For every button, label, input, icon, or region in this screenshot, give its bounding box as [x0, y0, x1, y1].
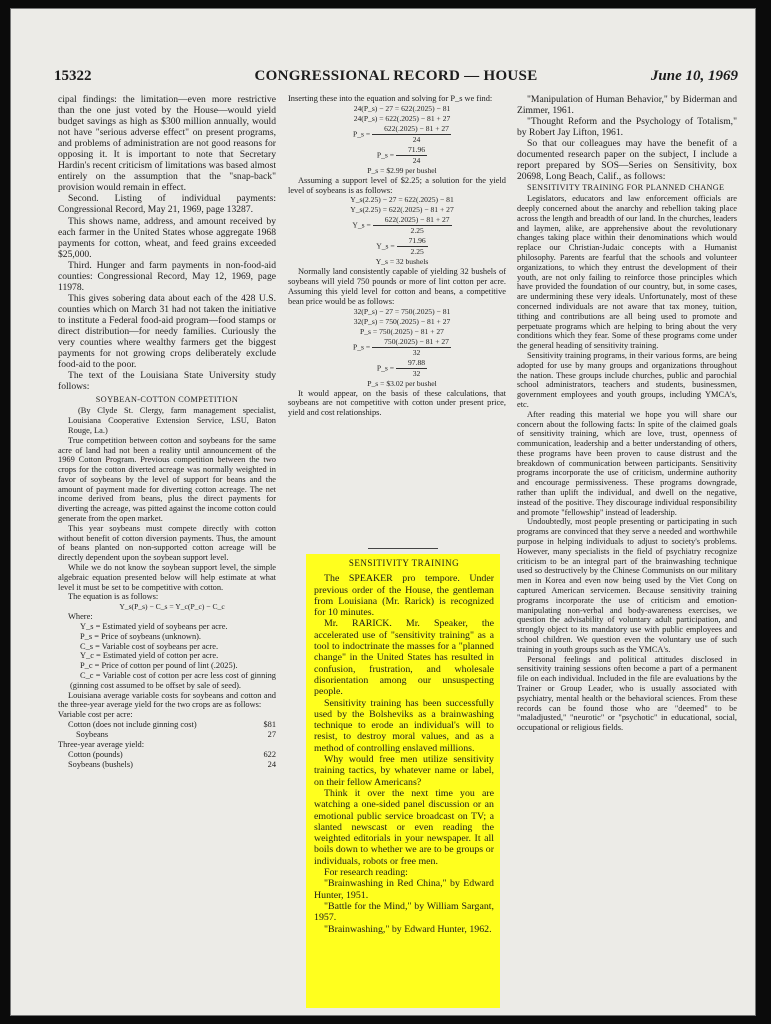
paragraph: It would appear, on the basis of these calculations, that soybeans are not competitive with cotton under present price, yield and cost relationships.: [288, 388, 506, 418]
table-heading: Three-year average yield:: [58, 740, 145, 750]
equation-fraction: [288, 236, 506, 257]
table-value: 622: [263, 750, 276, 760]
column-2: [288, 94, 506, 418]
table-row: [58, 720, 276, 730]
equation: 24(P_s) − 27 = 622(.2025) − 81: [353, 103, 451, 113]
equation-fraction: [288, 337, 506, 358]
numerator: 71.96: [396, 145, 427, 156]
paragraph: This year soybeans must compete directly with cotton without benefit of cotton diversion payments. Thus, the amount of beans planted on non-supported cotton acreage will be directly dependent upon the soybean support level.: [58, 523, 276, 563]
table-row: [58, 760, 276, 770]
equation-fraction: [288, 124, 506, 145]
reference: "Manipulation of Human Behavior," by Biderman and Zimmer, 1961.: [517, 94, 737, 117]
paragraph: Normally land consistently capable of yielding 32 bushels of soybeans will yield 750 pounds or more of lint cotton per acre. Assuming this yield level for cotton and beans, a competitive bean price would be as follows:: [288, 267, 506, 306]
highlighted-section: [306, 554, 500, 1008]
paragraph: This gives sobering data about each of the 428 U.S. counties which on March 31 had not taken the initiative to institute a Federal food-aid program—food stamps or direct distribution—for needy families. Curiously the very counties where wealthy farmers get the biggest payments for not growing crops deliberately exclude food-aid to the poor.: [58, 292, 276, 371]
paragraph: Personal feelings and political attitudes disclosed in sensitivity training sessions often become a part of a permanent file on each individual. Included in the file are evaluations by the Trainer or Group Leader, who is usually associated with psychiatry, mental health or the behavioral sciences. From these records can be found those who are "deemed" to be "maladjusted," "neurotic" or "psychotic" in educational, social, occupational or religious fields.: [517, 654, 737, 733]
paragraph: Why would free men utilize sensitivity training tactics, by whatever name or label, on their fellow Americans?: [314, 754, 494, 788]
numerator: 71.96: [397, 236, 428, 247]
equation-fraction: [288, 145, 506, 166]
paragraph: Louisiana average variable costs for soybeans and cotton and the three-year average yield for the two crops are as follows:: [58, 690, 276, 710]
paragraph: Third. Hunger and farm payments in non-food-aid counties: Congressional Record, May 12, 1969, page 11978.: [58, 259, 276, 293]
table-value: 27: [267, 730, 276, 740]
denominator: 2.25: [410, 226, 424, 236]
record-page: [10, 8, 756, 1016]
reference: "Thought Reform and the Psychology of Totalism," by Robert Jay Lifton, 1961.: [517, 116, 737, 139]
paragraph: Mr. RARICK. Mr. Speaker, the accelerated use of "sensitivity training" as a tool to indoctrinate the masses for a "planned change" in the United States has resulted in confusion, frustration, and wholesale disorientation among our unsuspecting people.: [314, 618, 494, 698]
paragraph: Sensitivity training programs, in their various forms, are being adopted for use by many groups and organizations throughout the nation. These groups include churches, public and parochial school administrators, teachers and students, businessmen, government employees and youth groups, including YMCA's, etc.: [517, 350, 737, 409]
definition: C_c = Variable cost of cotton per acre less cost of ginning (ginning cost assumed to be offset by sale of seed).: [70, 671, 276, 690]
paragraph: Second. Listing of individual payments: Congressional Record, May 21, 1969, page 13287.: [58, 193, 276, 216]
issue-date: June 10, 1969: [650, 68, 738, 84]
paragraph: Assuming a support level of $2.25; a solution for the yield level of soybeans is as follows:: [288, 175, 506, 195]
publication-title: CONGRESSIONAL RECORD — HOUSE: [254, 68, 538, 84]
equation: Y_s(2.25) − 27 = 622(.2025) − 81: [350, 195, 454, 205]
table-value: $81: [263, 720, 276, 730]
table-row: [58, 730, 276, 740]
cost-yield-table: [58, 710, 276, 770]
equation: P_s = $2.99 per bushel: [367, 165, 437, 175]
table-label: Soybeans (bushels): [68, 760, 133, 770]
equation-lhs: Y_s =: [376, 241, 395, 251]
section-divider: [368, 548, 438, 549]
paragraph: True competition between cotton and soybeans for the same acre of land had not been a reality until announcement of the 1969 Cotton Program. Previous competition between the two crops for the cotton diverted acreage was normally weighted in favor of soybeans by the level of support for beans and the amount of payment made for diverting cotton acreage. The net income derived from beans, plus the direct payments for diverting the acreage, was pitted against the income cotton could generate from the open market.: [58, 435, 276, 524]
definition: Y_c = Estimated yield of cotton per acre.: [80, 651, 219, 661]
definition: Y_s = Estimated yield of soybeans per acre.: [80, 622, 228, 632]
byline: (By Clyde St. Clergy, farm management specialist, Louisiana Cooperative Extension Service, LSU, Baton Rouge, La.): [68, 406, 276, 435]
table-row: [58, 750, 276, 760]
section-title: SENSITIVITY TRAINING: [348, 558, 460, 568]
where-label: Where:: [68, 612, 93, 622]
paragraph: The SPEAKER pro tempore. Under previous order of the House, the gentleman from Louisiana (Mr. Rarick) is recognized for 10 minutes.: [314, 573, 494, 619]
equation-lhs: P_s =: [353, 341, 371, 351]
equation: 32(P_s) − 27 = 750(.2025) − 81: [353, 306, 451, 316]
equation: P_s = $3.02 per bushel: [367, 378, 437, 388]
equation-fraction: [288, 358, 506, 379]
definition: P_c = Price of cotton per pound of lint (.2025).: [80, 661, 238, 671]
reference: "Brainwashing," by Edward Hunter, 1962.: [324, 923, 492, 935]
equation-lhs: P_s =: [376, 362, 395, 372]
equation: Y_s(P_s) − C_s = Y_c(P_c) − C_c: [119, 602, 225, 612]
paragraph: Undoubtedly, most people presenting or participating in such programs are convinced that they serve a needed and worthwhile purpose in helping individuals to adjust to society's problems. However, many specialists in the field of psychiatry recognize criticism to be an integral part of the brainwashing technique used so destructively by the Chinese Communists on our military men in Korea and even now being used by the Viet Cong on captured American servicemen. Because sensitivity training programs incorporate the use of criticism and emotion-manipulating non-verbal and body-awareness exercises, we question the advisability of voluntary adult participation, and strongly object to its mandatory use with public employees and school children. We question even the voluntary use of such training in youth groups such as the YMCA's.: [517, 517, 737, 654]
equation-lhs: P_s =: [353, 129, 371, 139]
column-1: [58, 94, 276, 770]
report-heading: SENSITIVITY TRAINING FOR PLANNED CHANGE: [527, 183, 725, 193]
equation-lhs: P_s =: [376, 150, 395, 160]
paragraph: After reading this material we hope you will share our concern about the following facts: In spite of the claimed goals of sensitivity training, which are love, trust, openness of communication, leadership and a better understanding of others, these programs have been proven to cause distrust and the breakdown of communication between participants. Sensitivity programs incorporate the use of criticism, undermine authority and encourage permissiveness. These programs downgrade, rather than uplift the individual, and dwell on the negative, instead of the positive. They discourage individual responsibility and promote "fellowship" instead of leadership.: [517, 409, 737, 517]
paragraph: The text of the Louisiana State University study follows:: [58, 370, 276, 393]
definition: C_s = Variable cost of soybeans per acre.: [80, 641, 219, 651]
paragraph: This shows name, address, and amount received by each farmer in the United States whose aggregate 1968 payments for cotton, wheat, and feed grains exceeded $25,000.: [58, 215, 276, 260]
equation: Y_s = 32 bushels: [375, 257, 429, 267]
paragraph: Sensitivity training has been successfully used by the Bolsheviks as a brainwashing technique to erode an individual's will to resist, to destroy moral values, and as a method of controlling enslaved millions.: [314, 697, 494, 754]
table-label: Cotton (does not include ginning cost): [68, 720, 197, 730]
section-heading: SOYBEAN-COTTON COMPETITION: [95, 395, 239, 405]
definition: P_s = Price of soybeans (unknown).: [80, 631, 202, 641]
equation-fraction: [288, 215, 506, 236]
paragraph: Legislators, educators and law enforcement officials are deeply concerned about the anarchy and rebellion taking place across the length and breadth of our land. In the churches, leaders and laymen, alike, are apprehensive about the revolutionary changes taking place within their denominations which would replace our Christian-Judaic concepts with a Humanist philosophy. Parents are fearful that the schools and volunteer organizations, to which they entrust the development of their youth, are not only failing to reinforce those principles which have provided the foundation of our country, but, in some cases, are undermining these very ideals. Unfortunately, most of these concerned individuals are not aware that tax money, tuition, tithing and contributions are all being used to promote and perpetuate programs which are helping to bring about the very conditions which they fear. Some of these programs come under the general heading of sensitivity training.: [517, 194, 737, 351]
denominator: 32: [412, 347, 421, 357]
numerator: 750(.2025) − 81 + 27: [372, 337, 451, 348]
equation: 32(P_s) = 750(.2025) − 81 + 27: [353, 316, 451, 326]
table-value: 24: [267, 760, 276, 770]
numerator: 622(.2025) − 81 + 27: [373, 215, 452, 226]
table-heading: Variable cost per acre:: [58, 710, 133, 720]
paragraph: The equation is as follows:: [68, 592, 159, 602]
page-header: [54, 66, 738, 88]
numerator: 622(.2025) − 81 + 27: [372, 124, 451, 135]
equation: P_s = 750(.2025) − 81 + 27: [360, 326, 444, 336]
page-number: 15322: [54, 68, 92, 84]
denominator: 32: [412, 368, 421, 378]
table-label: Soybeans: [76, 730, 109, 740]
denominator: 24: [412, 155, 421, 165]
equation: Y_s(2.25) = 622(.2025) − 81 + 27: [350, 205, 454, 215]
equation-lhs: Y_s =: [352, 220, 371, 230]
paragraph: Think it over the next time you are watching a one-sided panel discussion or an emotional public service broadcast on TV; a slanted newscast or even reading the weighted editorials in your newspaper. It all boils down to whether we are to be groups or individuals, robots or free men.: [314, 787, 494, 867]
table-label: Cotton (pounds): [68, 750, 123, 760]
equation: 24(P_s) = 622(.2025) − 81 + 27: [353, 113, 451, 123]
denominator: 2.25: [410, 247, 424, 257]
paragraph: So that our colleagues may have the benefit of a documented research paper on the subject, I include a report prepared by SOS—Series on Sensitivity, box 20698, Long Beach, Calif., as follows:: [517, 138, 737, 183]
reference: "Battle for the Mind," by William Sargant, 1957.: [314, 900, 494, 924]
denominator: 24: [412, 134, 421, 144]
paragraph: cipal findings: the limitation—even more restrictive than the one just voted by the House—would yield budget savings as high as $300 million annually, would not have "serious adverse effect" on present programs, and problems of administration are not good reasons for opposing it. It is important to note that Secretary Hardin's recent criticism of limitations was based almost entirely on the assumption that the "snap-back" provision would remain in effect.: [58, 94, 276, 194]
reference: "Brainwashing in Red China," by Edward Hunter, 1951.: [314, 878, 494, 901]
column-3: [517, 94, 737, 733]
paragraph: Inserting these into the equation and solving for P_s we find:: [288, 94, 493, 103]
paragraph: For research reading:: [324, 867, 408, 879]
paragraph: While we do not know the soybean support level, the simple algebraic equation presented below will help estimate at what level it must be set to be competitive with cotton.: [58, 563, 276, 592]
numerator: 97.88: [396, 358, 427, 369]
